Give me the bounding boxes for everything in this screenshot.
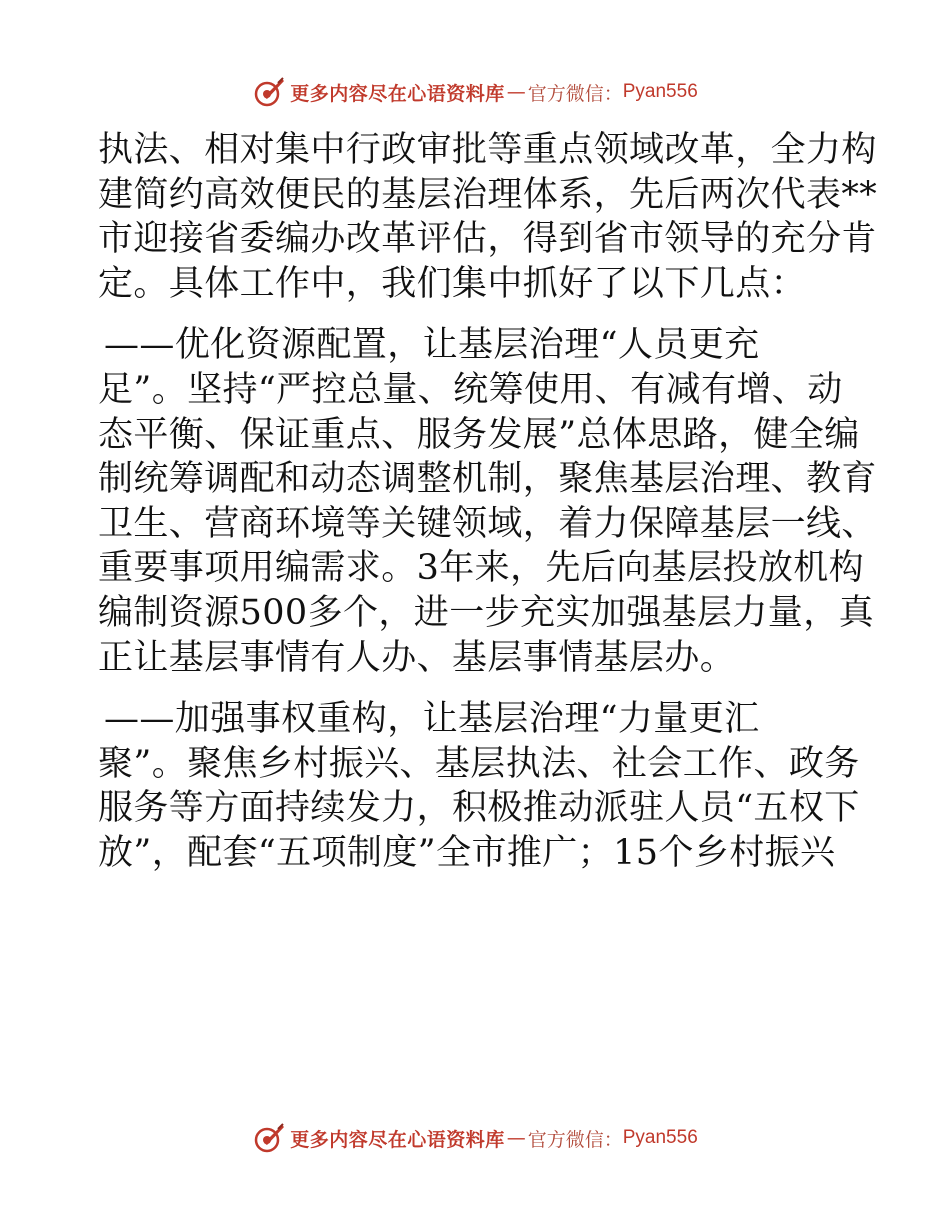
banner-slogan: 更多内容尽在心语资料库 — [290, 1128, 505, 1151]
text-line: 正让基层事情有人办、基层事情基层办。 — [98, 637, 736, 678]
section-heading-line: ——优化资源配置，让基层治理“人员更充 — [104, 325, 760, 366]
banner-slogan: 更多内容尽在心语资料库 — [290, 82, 505, 105]
text-line: 足”。坚持“严控总量、统筹使用、有减有增、动 — [98, 369, 843, 410]
header-banner — [0, 72, 950, 112]
paragraph-1 — [98, 128, 878, 306]
paragraph-3 — [98, 697, 858, 875]
banner-dash: — — [506, 1127, 526, 1149]
banner-dash: — — [506, 81, 526, 103]
banner-wechat-id: Pyan556 — [622, 81, 698, 102]
text-line: 重要事项用编需求。3年来，先后向基层投放机构 — [98, 548, 865, 589]
banner-wechat-id: Pyan556 — [622, 1127, 698, 1148]
footer-banner — [0, 1118, 950, 1158]
text-line: 建简约高效便民的基层治理体系，先后两次代表** — [98, 174, 878, 215]
section-heading-line: ——加强事权重构，让基层治理“力量更汇 — [104, 699, 760, 740]
text-line: 定。具体工作中，我们集中抓好了以下几点： — [98, 263, 807, 304]
text-line: 聚”。聚焦乡村振兴、基层执法、社会工作、政务 — [98, 743, 860, 784]
text-line: 市迎接省委编办改革评估，得到省市领导的充分肯 — [98, 219, 877, 260]
paragraph-2 — [98, 323, 877, 680]
text-line: 执法、相对集中行政审批等重点领域改革，全力构 — [98, 130, 877, 170]
quill-logo-icon — [252, 1121, 286, 1155]
document-body — [98, 128, 878, 876]
text-line: 制统筹调配和动态调整机制，聚焦基层治理、教育 — [98, 459, 877, 500]
text-line: 放”，配套“五项制度”全市推广；15个乡村振兴 — [98, 832, 836, 873]
text-line: 卫生、营商环境等关键领域，着力保障基层一线、 — [98, 503, 877, 544]
banner-wechat-label: 官方微信： — [527, 1128, 623, 1151]
text-line: 服务等方面持续发力，积极推动派驻人员“五权下 — [98, 788, 860, 829]
banner-wechat-label: 官方微信： — [527, 82, 623, 105]
text-line: 编制资源500多个，进一步充实加强基层力量，真 — [98, 592, 875, 633]
text-line: 态平衡、保证重点、服务发展”总体思路，健全编 — [98, 414, 860, 455]
quill-logo-icon — [252, 75, 286, 109]
